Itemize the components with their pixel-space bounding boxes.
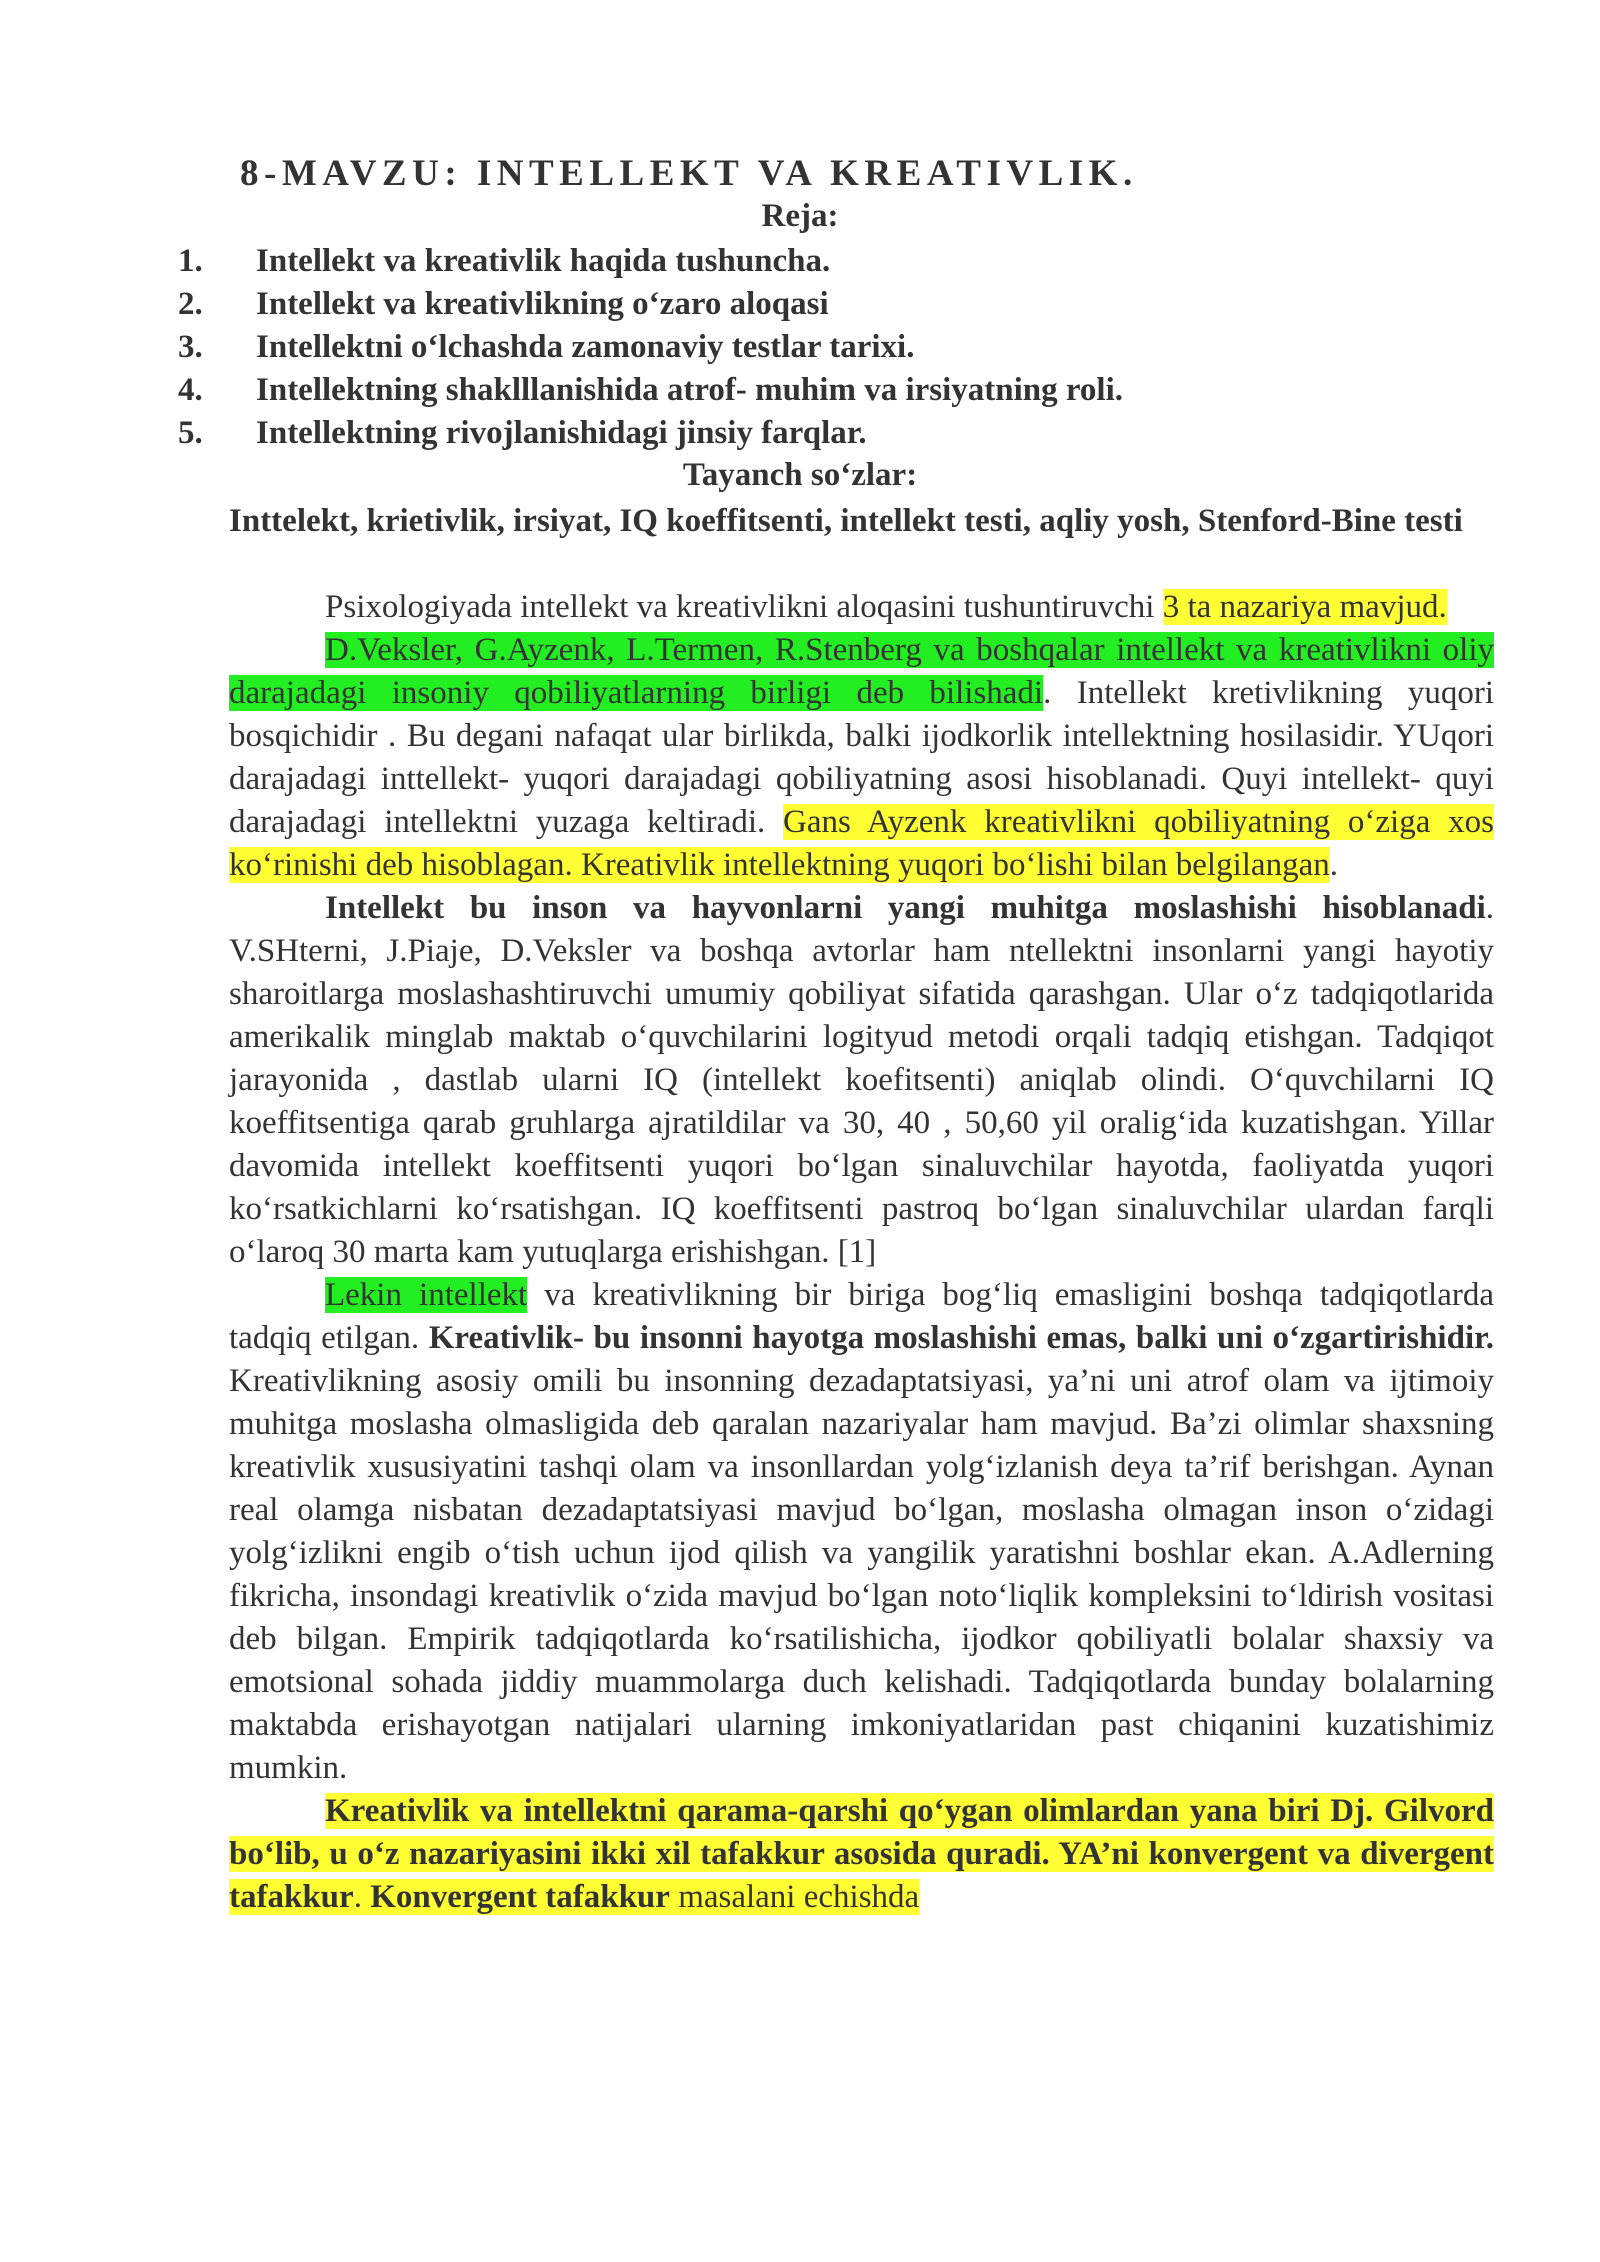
paragraph xyxy=(229,1790,1494,1919)
paragraph xyxy=(229,586,1494,629)
keywords-text: Inttelekt, krietivlik, irsiyat, IQ koeffitsenti, intellekt testi, aqliy yosh, Stenford-Bine testi xyxy=(229,503,1463,539)
plan-item-text: Intellekt va kreativlik haqida tushuncha. xyxy=(256,243,831,279)
bold-text: Kreativlik va intellektni qarama-qarshi qo‘ygan olimlardan yana biri Dj. Gilvord bo‘lib, u o‘z nazariyasini ikki xil tafakkur asosida quradi. YA’ni konvergent va divergent tafakkur xyxy=(229,1793,1494,1915)
text-run: . Intellekt kretivlikning yuqori bosqichidir . Bu degani nafaqat ular birlikda, balki ijodkorlik intellektning hosilasidir. YUqori darajadagi inttellekt- yuqori darajadagi qobiliyatning asosi hisoblanadi. Quyi intellekt- quyi darajadagi intellektni yuzaga keltiradi. xyxy=(229,675,1494,840)
text-run: Kreativlikning asosiy omili bu insonning dezadaptatsiyasi, ya’ni uni atrof olam va ijtimoiy muhitga moslasha olmasligida deb qaralan nazariyalar ham mavjud. Ba’zi olimlar shaxsning kreativlik xususiyatini tashqi olam va insonllardan yolg‘izlanish deya ta’rif berishgan. Aynan real olamga nisbatan dezadaptatsiyasi mavjud bo‘lgan, moslasha olmagan inson o‘zidagi yolg‘izlikni engib o‘tish uchun ijod qilish va yangilik yaratishni boshlar ekan. A.Adlerning fikricha, insondagi kreativlik o‘zida mavjud bo‘lgan noto‘liqlik kompleksini to‘ldirish vositasi deb bilgan. Empirik tadqiqotlarda ko‘rsatilishicha, ijodkor qobiliyatli bolalar shaxsiy va emotsional sohada jiddiy muammolarga duch kelishadi. Tadqiqotlarda bunday bolalarning maktabda erishayotgan natijalari ularning imkoniyatlaridan past chiqanini kuzatishimiz mumkin. xyxy=(229,1363,1494,1786)
plan-item-text: Intellektning rivojlanishidagi jinsiy farqlar. xyxy=(256,415,867,451)
keywords-heading: Tayanch so‘zlar: xyxy=(682,457,918,493)
paragraph xyxy=(229,1274,1494,1790)
bold-text: Konvergent tafakkur xyxy=(370,1879,670,1915)
paragraph xyxy=(229,887,1494,1274)
plan-item-text: Intellekt va kreativlikning o‘zaro aloqasi xyxy=(256,286,829,322)
bold-text: Kreativlik- bu insonni hayotga moslashishi emas, balki uni o‘zgartirishidir. xyxy=(428,1320,1494,1356)
plan-item-number: 5. xyxy=(178,415,203,451)
text-run: . V.SHterni, J.Piaje, D.Veksler va boshqa avtorlar ham ntellektni insonlarni yangi hayotiy sharoitlarga moslashashtiruvchi umumiy qobiliyat sifatida qarashgan. Ular o‘z tadqiqotlarida amerikalik minglab maktab o‘quvchilarini logityud metodi orqali tadqiq etishgan. Tadqiqot jarayonida , dastlab ularni IQ (intellekt koefitsenti) aniqlab olindi. O‘quvchilarni IQ koeffitsentiga qarab gruhlarga ajratildilar va 30, 40 , 50,60 yil oralig‘ida kuzatishgan. Yillar davomida intellekt koeffitsenti yuqori bo‘lgan sinaluvchilar hayotda, faoliyatda yuqori ko‘rsatkichlarni ko‘rsatishgan. IQ koeffitsenti pastroq bo‘lgan sinaluvchilar ulardan farqli o‘laroq 30 marta kam yutuqlarga erishishgan. [1] xyxy=(229,890,1494,1270)
text-run: Psixologiyada intellekt va kreativlikni aloqasini tushuntiruvchi xyxy=(325,589,1163,625)
plan-item-number: 2. xyxy=(178,286,203,322)
body-text xyxy=(229,586,1494,1919)
text-run: va kreativlikning bir biriga bog‘liq emasligini boshqa tadqiqotlarda tadqiq etilgan. xyxy=(229,1277,1495,1356)
highlighted-text: 3 ta nazariya mavjud. xyxy=(1162,589,1447,625)
plan-item-number: 4. xyxy=(178,372,203,408)
text-run: . xyxy=(353,1879,371,1915)
text-run: masalani echishda xyxy=(669,1879,920,1915)
plan-item-text: Intellektni o‘lchashda zamonaviy testlar tarixi. xyxy=(256,329,915,365)
paragraph xyxy=(229,629,1494,887)
highlighted-text: Gans Ayzenk kreativlikni qobiliyatning o‘ziga xos ko‘rinishi deb hisoblagan. Kreativlik intellektning yuqori bo‘lishi bilan belgilangan xyxy=(229,804,1494,883)
plan-item-text: Intellektning shaklllanishida atrof- muhim va irsiyatning roli. xyxy=(256,372,1124,408)
text-run: . xyxy=(1329,847,1338,883)
plan-item-number: 1. xyxy=(178,243,203,279)
plan-item-number: 3. xyxy=(178,329,203,365)
highlighted-text: Lekin intellekt xyxy=(325,1277,528,1313)
bold-text: Intellekt bu inson va hayvonlarni yangi muhitga moslashishi hisoblanadi xyxy=(325,890,1486,926)
highlighted-text: D.Veksler, G.Ayzenk, L.Termen, R.Stenberg va boshqalar intellekt va kreativlikni oliy darajadagi insoniy qobiliyatlarning birligi deb bilishadi xyxy=(229,632,1494,711)
plan-heading: Reja: xyxy=(761,198,839,234)
document-title: 8-MAVZU: INTELLEKT VA KREATIVLIK. xyxy=(240,153,1138,194)
